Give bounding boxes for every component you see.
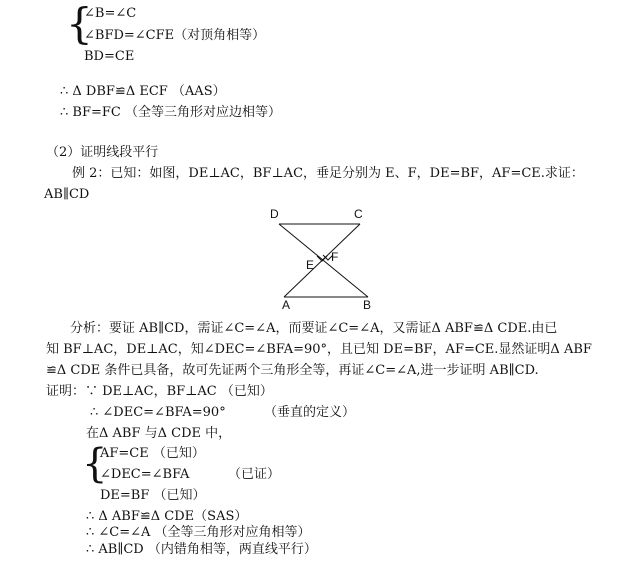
text-line: ≌Δ CDE 条件已具备，故可先证两个三角形全等，再证∠C=∠A,进一步证明 AB∥CD. (46, 363, 539, 378)
text-line: ∠BFD=∠CFE（对顶角相等） (84, 28, 266, 43)
text-line: ∴ BF=FC （全等三角形对应边相等） (60, 105, 281, 120)
left-brace: { (82, 441, 108, 487)
text-line: （已证） (228, 467, 281, 482)
left-brace: { (66, 0, 93, 48)
section-title: （2）证明线段平行 (46, 145, 159, 160)
text-line: ∴ ∠DEC=∠BFA=90° (90, 405, 226, 420)
text-line: ∴ Δ DBF≌Δ ECF （AAS） (60, 84, 226, 99)
text-line: AB∥CD (44, 187, 90, 202)
segment-dc-cross (279, 224, 368, 297)
label-c: C (354, 207, 363, 221)
text-line: （垂直的定义） (264, 405, 356, 420)
text-line: BD=CE (84, 49, 135, 64)
label-f: F (331, 250, 339, 264)
label-b: B (363, 298, 372, 312)
label-a: A (282, 298, 291, 312)
text-line: ∴ Δ ABF≌Δ CDE（SAS） (86, 509, 248, 524)
text-line: 知 BF⊥AC，DE⊥AC，知∠DEC=∠BFA=90°，且已知 DE=BF，AF=CE.显然证明Δ ABF (46, 342, 592, 357)
text-line: 证明：∵ DE⊥AC，BF⊥AC （已知） (46, 384, 273, 399)
text-line: ∠B=∠C (84, 6, 137, 21)
label-d: D (270, 207, 279, 221)
text-line: 分析：要证 AB∥CD，需证∠C=∠A，而要证∠C=∠A，又需证Δ ABF≌Δ CDE.由已 (70, 321, 558, 336)
text-line: ∴ AB∥CD （内错角相等，两直线平行） (86, 542, 317, 557)
text-line: 例 2：已知：如图，DE⊥AC，BF⊥AC，垂足分别为 E、F，DE=BF，AF=CE.求证： (72, 166, 584, 181)
label-e: E (306, 258, 315, 272)
text-line: DE=BF （已知） (100, 488, 206, 503)
text-line: ∠DEC=∠BFA (100, 467, 190, 482)
text-line: 在Δ ABF 与Δ CDE 中， (86, 426, 232, 441)
text-line: ∴ ∠C=∠A （全等三角形对应角相等） (86, 525, 311, 540)
text-line: AF=CE （已知） (100, 446, 205, 461)
